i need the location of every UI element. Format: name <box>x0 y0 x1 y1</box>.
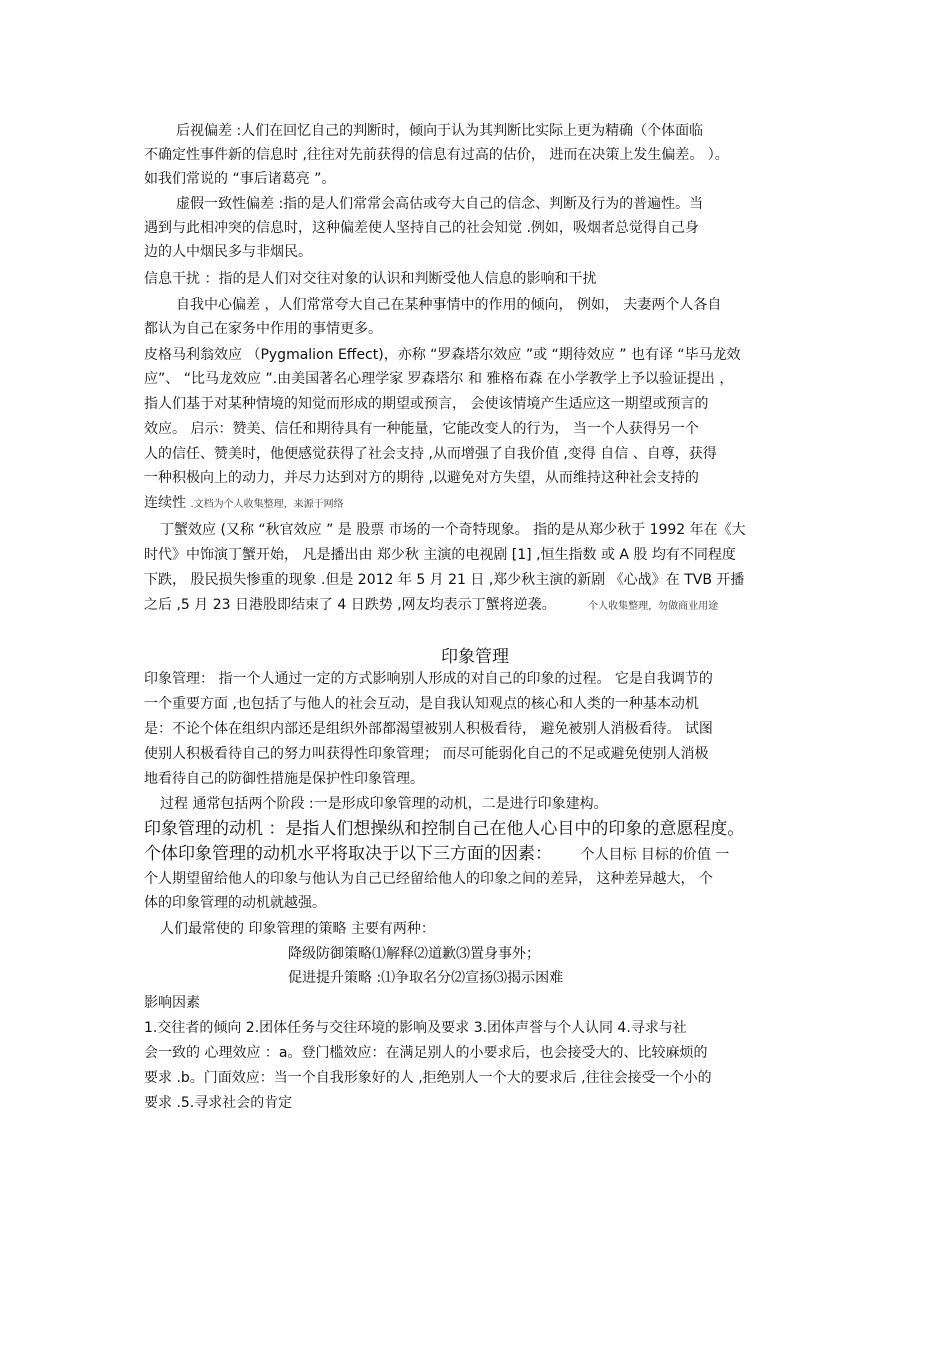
para-pygmalion-7 <box>144 494 814 514</box>
para-hindsight-3: 如我们常说的 “事后诸葛亮 ”。 <box>144 171 336 187</box>
para-dingxie-3: 下跌， 股民损失惨重的现象 .但是 2012 年 5 月 21 日 ,郑少秋主演的新剧 《心战》在 TVB 开播 <box>144 572 745 588</box>
para-strategy-defense: 降级防御策略⑴解释⑵道歉⑶置身事外； <box>288 946 540 962</box>
para-motive-2: 个人期望留给他人的印象与他认为自己已经留给他人的印象之间的差异， 这种差异越大， 个 <box>144 871 713 887</box>
para-dingxie-2: 时代》中饰演丁蟹开始， 凡是播出由 郑少秋 主演的电视剧 [1] ,恒生指数 或 A 股 均有不同程度 <box>144 547 736 563</box>
para-dingxie-1: 丁蟹效应 (又称 “秋官效应 ” 是 股票 市场的一个奇特现象。 指的是从郑少秋于 1992 年在《大 <box>160 522 746 538</box>
para-pygmalion-3: 指人们基于对某种情境的知觉而形成的期望或预言， 会使该情境产生适应这一期望或预言的 <box>144 396 709 412</box>
para-process: 过程 通常包括两个阶段 :一是形成印象管理的动机，二是进行印象建构。 <box>160 796 608 812</box>
motive-factors-text: 个体印象管理的动机水平将取决于以下三方面的因素： <box>144 844 552 864</box>
para-dingxie-4 <box>144 596 814 616</box>
para-hindsight-2: 不确定性事件新的信息时 ,往往对先前获得的信息有过高的估价， 进而在决策上发生偏差。 ）。 <box>144 147 729 163</box>
personal-use-note: 个人收集整理，勿做商业用途 <box>588 601 719 612</box>
motive-factors-tail: 个人目标 目标的价值 一 <box>580 847 730 863</box>
dingxie-tail-text: 之后 ,5 月 23 日港股即结束了 4 日跌势 ,网友均表示丁蟹将逆袭。 <box>144 597 556 613</box>
para-false-consensus-3: 边的人中烟民多与非烟民。 <box>144 244 312 260</box>
para-false-consensus-1: 虚假一致性偏差 :指的是人们常常会高估或夸大自己的信念、判断及行为的普遍性。当 <box>176 196 704 212</box>
para-factors-1: 1.交往者的倾向 2.团体任务与交往环境的影响及要求 3.团体声誉与个人认同 4.寻求与社 <box>144 1020 687 1036</box>
para-impression-4: 使别人积极看待自己的努力叫获得性印象管理； 而尽可能弱化自己的不足或避免使别人消极 <box>144 746 709 762</box>
para-impression-3: 是：不论个体在组织内部还是组织外部都渴望被别人积极看待， 避免被别人消极看待。 试图 <box>144 721 713 737</box>
para-info-interference: 信息干扰 ：指的是人们对交往对象的认识和判断受他人信息的影响和干扰 <box>144 271 597 287</box>
para-pygmalion-1: 皮格马利翁效应 （Pygmalion Effect)，亦称 “罗森塔尔效应 ”或 “期待效应 ” 也有译 “毕马龙效 <box>144 347 741 363</box>
para-impression-2: 一个重要方面 ,也包括了与他人的社会互动，是自我认知观点的核心和人类的一种基本动机 <box>144 696 699 712</box>
para-factors-2: 会一致的 心理效应 ：a。登门槛效应：在满足别人的小要求后，也会接受大的、比较麻烦的 <box>144 1045 708 1061</box>
para-pygmalion-2: 应”、 “比马龙效应 ”.由美国著名心理学家 罗森塔尔 和 雅格布森 在小学教学上予以验证提出 ， <box>144 371 734 387</box>
para-strategy-promote: 促进提升策略 :⑴争取名分⑵宣扬⑶揭示困难 <box>288 970 564 986</box>
doc-source-note: .文档为个人收集整理，来源于网络 <box>190 499 344 510</box>
para-factors-heading: 影响因素 <box>144 995 200 1011</box>
para-factors-4: 要求 .5.寻求社会的肯定 <box>144 1095 293 1111</box>
para-motive-heading: 印象管理的动机 ：是指人们想操纵和控制自己在他人心目中的印象的意愿程度。 <box>144 819 745 839</box>
para-motive-3: 体的印象管理的动机就越强。 <box>144 895 326 911</box>
pygmalion-tail-text: 连续性 <box>144 495 186 511</box>
para-pygmalion-6: 一种积极向上的动力，并尽力达到对方的期待 ,以避免对方失望，从而维持这种社会支持的 <box>144 470 699 486</box>
section-title: 印象管理 <box>441 647 509 667</box>
para-hindsight-1: 后视偏差 :人们在回忆自己的判断时，倾向于认为其判断比实际上更为精确（个体面临 <box>176 123 704 139</box>
para-egocentric-1: 自我中心偏差 ，人们常常夸大自己在某种事情中的作用的倾向， 例如， 夫妻两个人各自 <box>176 297 722 313</box>
para-impression-5: 地看待自己的防御性措施是保护性印象管理。 <box>144 771 424 787</box>
para-false-consensus-2: 遇到与此相冲突的信息时，这种偏差使人坚持自己的社会知觉 .例如，吸烟者总觉得自己身 <box>144 220 699 236</box>
para-factors-3: 要求 .b。门面效应：当一个自我形象好的人 ,拒绝别人一个大的要求后 ,往往会接受一个小的 <box>144 1070 712 1086</box>
para-egocentric-2: 都认为自己在家务中作用的事情更多。 <box>144 321 382 337</box>
para-pygmalion-5: 人的信任、赞美时，他便感觉获得了社会支持 ,从而增强了自我价值 ,变得 自信 、自尊，获得 <box>144 446 717 462</box>
para-impression-1: 印象管理： 指一个人通过一定的方式影响别人形成的对自己的印象的过程。 它是自我调节的 <box>144 671 713 687</box>
para-pygmalion-4: 效应。 启示：赞美、信任和期待具有一种能量，它能改变人的行为， 当一个人获得另一个 <box>144 421 699 437</box>
para-motive-factors <box>144 843 814 865</box>
para-strategy-intro: 人们最常使的 印象管理的策略 主要有两种： <box>160 921 435 937</box>
